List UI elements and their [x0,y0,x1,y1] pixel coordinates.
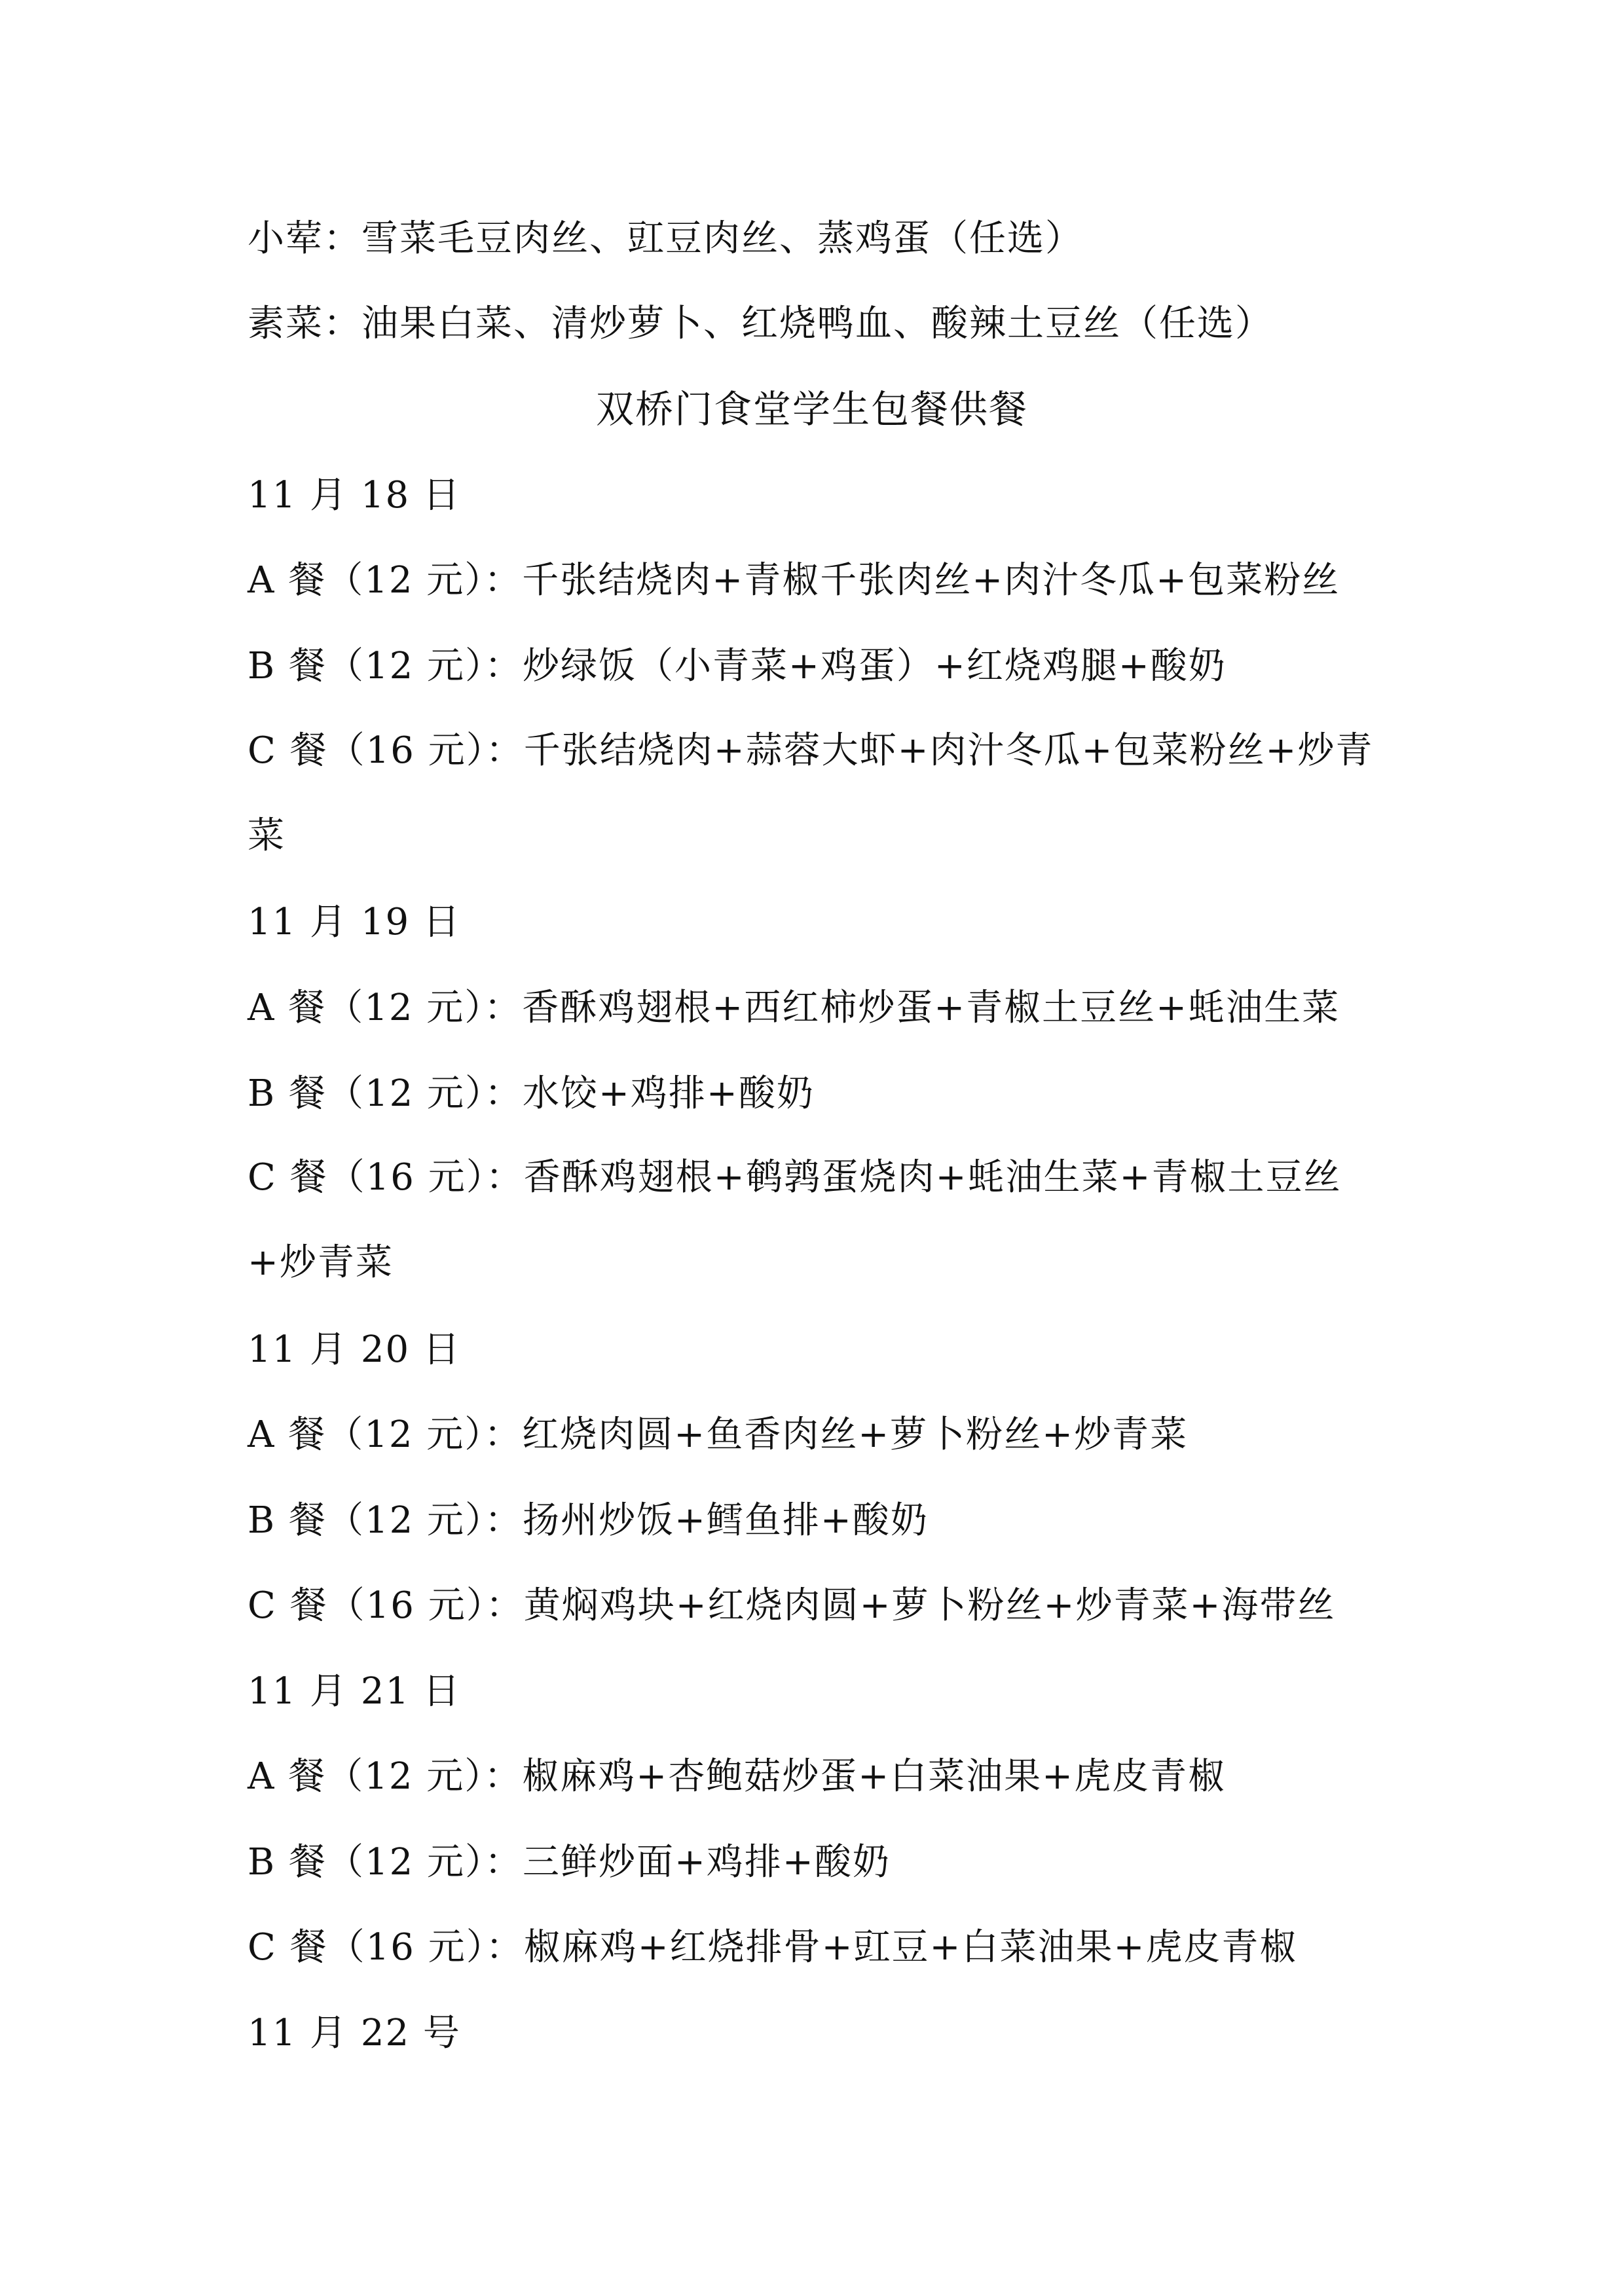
small-meat-options: 小荤：雪菜毛豆肉丝、豇豆肉丝、蒸鸡蛋（任选） [248,217,1083,260]
date-heading: 11 月 22 号 [248,2012,461,2054]
meal-b: B 餐（12 元）：炒绿饭（小青菜+鸡蛋）+红烧鸡腿+酸奶 [248,645,1227,687]
date-heading: 11 月 21 日 [248,1670,461,1713]
meal-c: C 餐（16 元）：香酥鸡翅根+鹌鹑蛋烧肉+蚝油生菜+青椒土豆丝+炒青菜 [248,1156,1342,1284]
date-heading: 11 月 18 日 [248,474,461,517]
meal-c: C 餐（16 元）：千张结烧肉+蒜蓉大虾+肉汁冬瓜+包菜粉丝+炒青菜 [248,729,1374,857]
date-heading: 11 月 19 日 [248,901,461,943]
meal-c: C 餐（16 元）：椒麻鸡+红烧排骨+豇豆+白菜油果+虎皮青椒 [248,1926,1298,1969]
meal-a: A 餐（12 元）：香酥鸡翅根+西红柿炒蛋+青椒土豆丝+蚝油生菜 [248,987,1340,1029]
meal-b: B 餐（12 元）：扬州炒饭+鳕鱼排+酸奶 [248,1499,929,1542]
document-title: 双桥门食堂学生包餐供餐 [595,387,1028,431]
meal-a: A 餐（12 元）：红烧肉圆+鱼香肉丝+萝卜粉丝+炒青菜 [248,1413,1189,1456]
meal-a: A 餐（12 元）：椒麻鸡+杏鲍菇炒蛋+白菜油果+虎皮青椒 [248,1755,1227,1798]
meal-b: B 餐（12 元）：三鲜炒面+鸡排+酸奶 [248,1841,891,1884]
meal-b: B 餐（12 元）：水饺+鸡排+酸奶 [248,1072,815,1115]
date-heading: 11 月 20 日 [248,1328,461,1371]
meal-a: A 餐（12 元）：千张结烧肉+青椒千张肉丝+肉汁冬瓜+包菜粉丝 [248,559,1340,602]
meal-c: C 餐（16 元）：黄焖鸡块+红烧肉圆+萝卜粉丝+炒青菜+海带丝 [248,1584,1336,1627]
vegetable-options: 素菜：油果白菜、清炒萝卜、红烧鸭血、酸辣土豆丝（任选） [248,302,1273,345]
